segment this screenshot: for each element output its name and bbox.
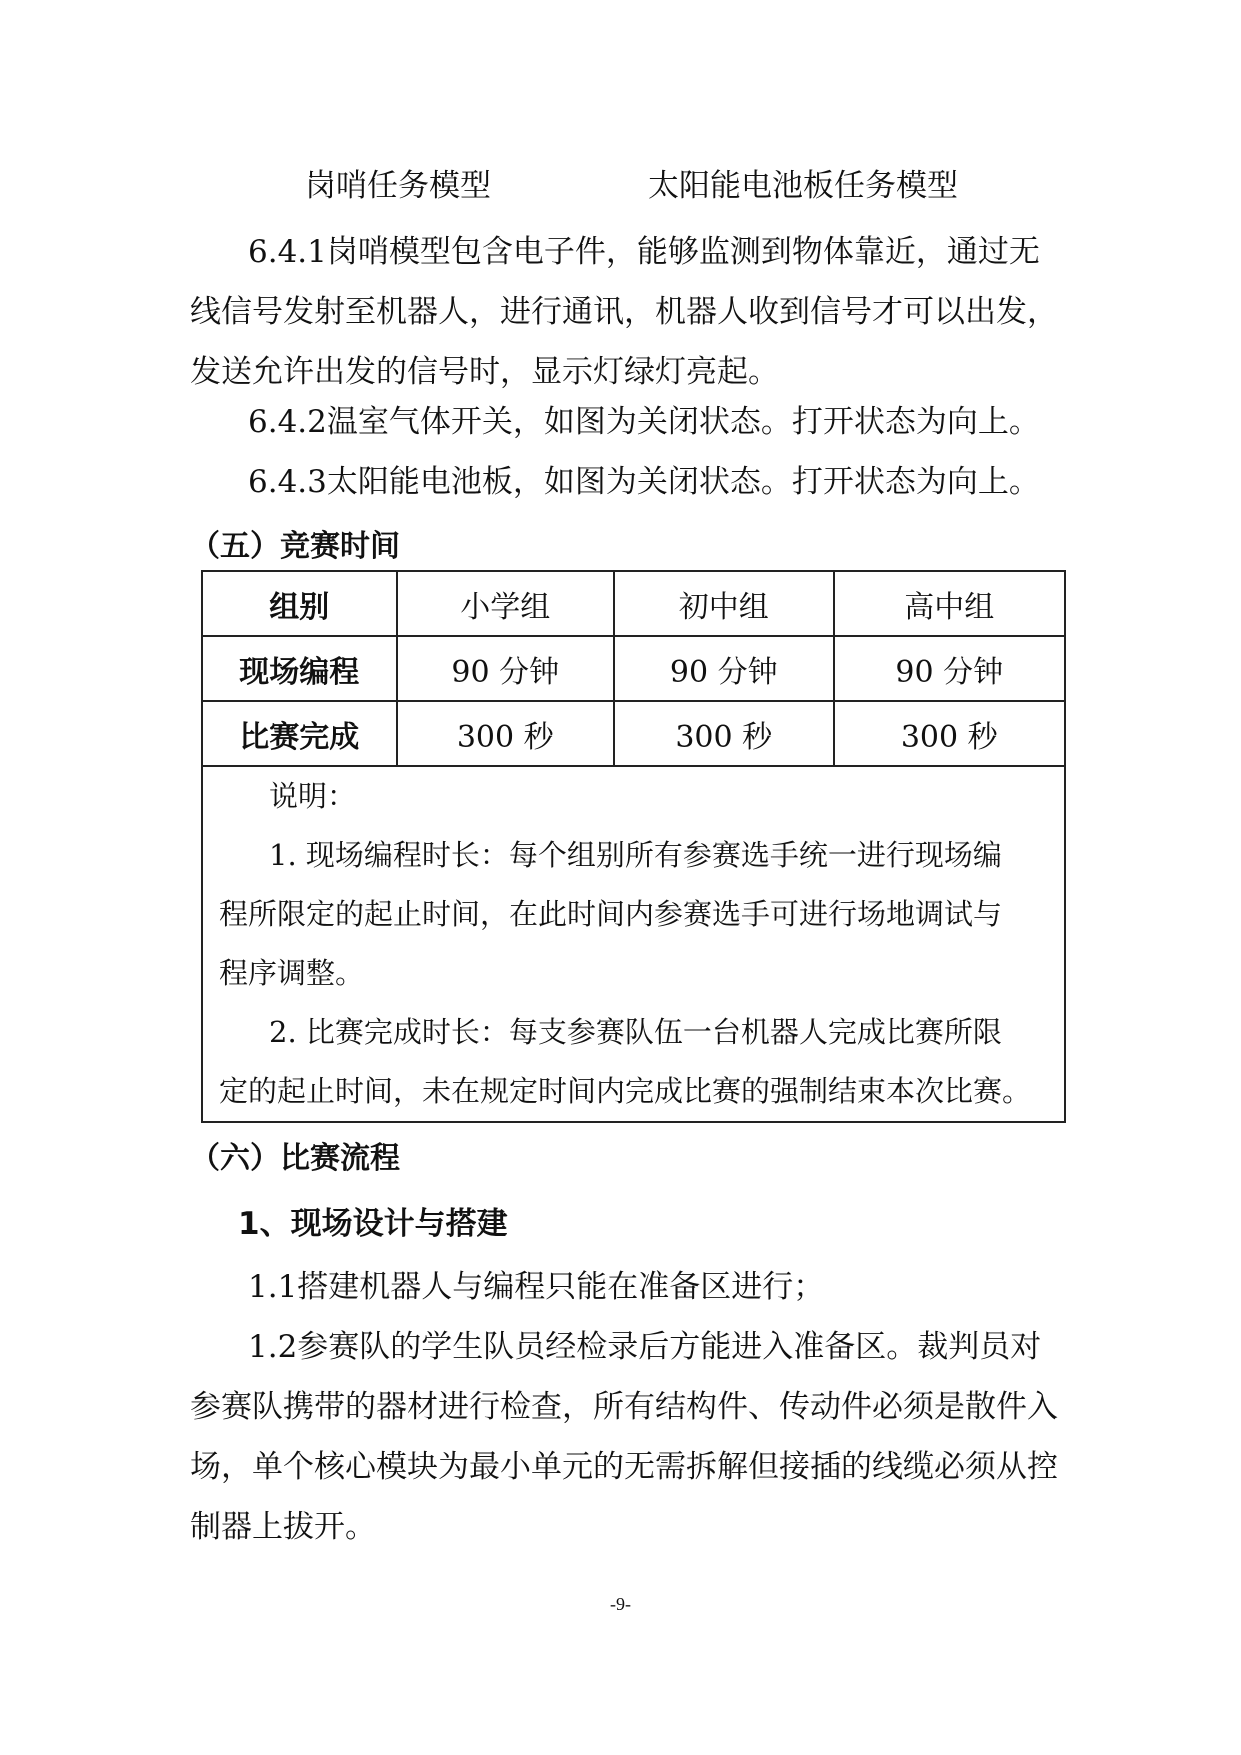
note-line: 程序调整。 xyxy=(219,956,365,990)
table-row xyxy=(202,701,1065,766)
paragraph-line: 制器上拔开。 xyxy=(190,1509,376,1545)
page-number: -9- xyxy=(610,1594,631,1614)
table-cell: 300 秒 xyxy=(397,701,615,766)
paragraph-line: 1.1搭建机器人与编程只能在准备区进行； xyxy=(248,1269,825,1305)
paragraph-line: 1.2参赛队的学生队员经检录后方能进入准备区。裁判员对 xyxy=(248,1329,1042,1365)
table-header-row xyxy=(202,571,1065,636)
table-cell: 90 分钟 xyxy=(397,636,615,701)
note-line: 2. 比赛完成时长：每支参赛队伍一台机器人完成比赛所限 xyxy=(269,1015,1002,1049)
note-title: 说明： xyxy=(269,779,357,813)
paragraph-6-4-2 xyxy=(190,392,1060,452)
paragraph-line: 线信号发射至机器人，进行通讯，机器人收到信号才可以出发， xyxy=(190,294,1058,330)
subheading-onsite-design-build: 1、现场设计与搭建 xyxy=(238,1206,508,1242)
table-cell: 90 分钟 xyxy=(834,636,1066,701)
table-cell: 300 秒 xyxy=(614,701,834,766)
table-header-cell: 小学组 xyxy=(397,571,615,636)
table-note-row xyxy=(202,766,1065,1122)
table-row-label: 比赛完成 xyxy=(202,701,397,766)
note-line: 定的起止时间，未在规定时间内完成比赛的强制结束本次比赛。 xyxy=(219,1074,1032,1108)
section-heading-competition-time: （五）竞赛时间 xyxy=(190,529,400,564)
table-header-cell: 初中组 xyxy=(614,571,834,636)
section-heading-competition-process: （六）比赛流程 xyxy=(190,1141,400,1176)
table-row xyxy=(202,636,1065,701)
paragraph-6-4-3 xyxy=(190,452,1060,512)
paragraph-6-4-1 xyxy=(190,222,1060,402)
paragraph-line: 6.4.2温室气体开关，如图为关闭状态。打开状态为向上。 xyxy=(248,404,1040,440)
competition-time-table xyxy=(201,570,1066,1123)
paragraph-1-1 xyxy=(190,1257,1060,1317)
table-header-cell: 高中组 xyxy=(834,571,1066,636)
table-header-cell: 组别 xyxy=(202,571,397,636)
caption-solar-panel-model: 太阳能电池板任务模型 xyxy=(648,168,958,204)
paragraph-line: 参赛队携带的器材进行检查，所有结构件、传动件必须是散件入 xyxy=(190,1389,1058,1425)
paragraph-line: 发送允许出发的信号时，显示灯绿灯亮起。 xyxy=(190,354,779,390)
table-cell: 90 分钟 xyxy=(614,636,834,701)
paragraph-line: 场，单个核心模块为最小单元的无需拆解但接插的线缆必须从控 xyxy=(190,1449,1058,1485)
table-cell: 300 秒 xyxy=(834,701,1066,766)
note-line: 程所限定的起止时间，在此时间内参赛选手可进行场地调试与 xyxy=(219,897,1003,931)
paragraph-1-2 xyxy=(190,1317,1060,1557)
table-row-label: 现场编程 xyxy=(202,636,397,701)
note-line: 1. 现场编程时长：每个组别所有参赛选手统一进行现场编 xyxy=(269,838,1002,872)
paragraph-line: 6.4.3太阳能电池板，如图为关闭状态。打开状态为向上。 xyxy=(248,464,1040,500)
table-note xyxy=(202,766,1065,1122)
caption-sentry-model: 岗哨任务模型 xyxy=(305,168,491,204)
paragraph-line: 6.4.1岗哨模型包含电子件，能够监测到物体靠近，通过无 xyxy=(248,234,1040,270)
